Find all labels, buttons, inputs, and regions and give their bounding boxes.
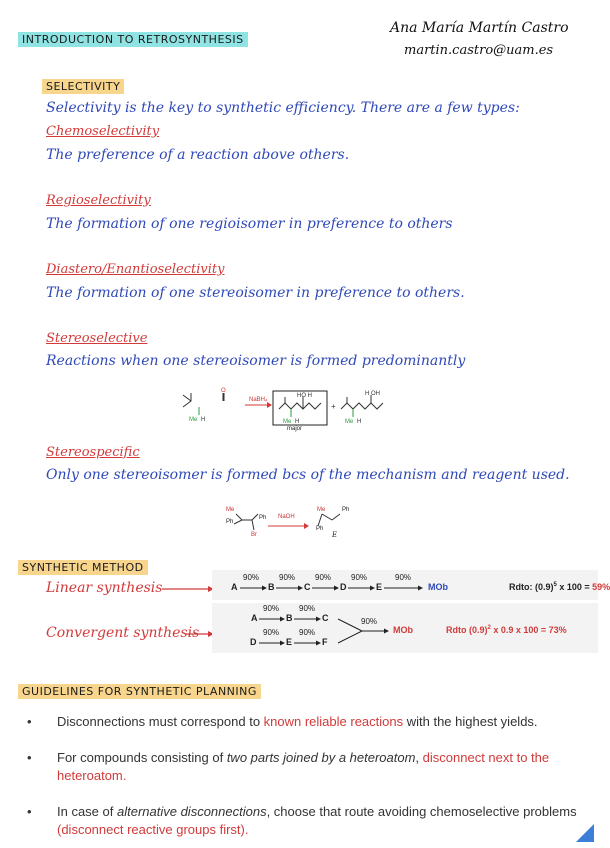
- guidelines-tag: GUIDELINES FOR SYNTHETIC PLANNING: [18, 684, 261, 699]
- conv-step-a: A: [251, 613, 258, 623]
- stereospecific-scheme: [222, 502, 362, 544]
- regioselectivity-heading: Regioselectivity: [46, 193, 151, 208]
- scheme2-ph-product: Ph: [342, 507, 350, 513]
- svg-text:Me: Me: [189, 417, 198, 423]
- major-label: major: [287, 426, 303, 432]
- linear-step-c: C: [304, 582, 311, 592]
- author-name: Ana María Martín Castro: [390, 20, 569, 36]
- scheme2-e: E: [332, 531, 338, 539]
- svg-text:H: H: [357, 419, 362, 425]
- synthetic-method-tag: SYNTHETIC METHOD: [18, 560, 148, 575]
- conv-step-f: F: [322, 637, 328, 647]
- linear-yield-1: 90%: [243, 573, 260, 582]
- scheme2-ph-left: Ph: [226, 519, 234, 525]
- conv-step-d: D: [250, 637, 257, 647]
- linear-label: Linear synthesis: [46, 580, 163, 596]
- stereoselective-heading: Stereoselective: [46, 331, 148, 346]
- naoh-reagent: NaOH: [278, 514, 295, 520]
- page-corner-icon: [576, 824, 594, 842]
- header-tag: INTRODUCTION TO RETROSYNTHESIS: [18, 32, 248, 47]
- conv-product-mob: MOb: [393, 625, 413, 635]
- stereospecific-heading: Stereospecific: [46, 445, 140, 460]
- stereospecific-text: Only one stereoisomer is formed bcs of the mechanism and reagent used.: [46, 467, 570, 483]
- svg-text:Me: Me: [345, 419, 354, 425]
- guideline-item-3: • In case of alternative disconnections, choose that route avoiding chemoselective problems (disconnect reactive groups first).: [27, 804, 577, 837]
- method-arrows: [160, 580, 220, 640]
- author-email: martin.castro@uam.es: [404, 43, 554, 58]
- conv-step-b: B: [286, 613, 293, 623]
- conv-step-c: C: [322, 613, 329, 623]
- convergent-label: Convergent synthesis: [46, 625, 200, 641]
- selectivity-tag: SELECTIVITY: [42, 79, 124, 94]
- nabh4-reagent: NaBH₄: [249, 397, 268, 403]
- guideline-item-1: • Disconnections must correspond to known reliable reactions with the highest yields.: [27, 714, 538, 729]
- regioselectivity-text: The formation of one regioisomer in preference to others: [46, 216, 453, 232]
- stereoselective-text: Reactions when one stereoisomer is formed predominantly: [46, 353, 466, 369]
- linear-scheme: [212, 570, 610, 600]
- scheme2-me: Me: [226, 507, 235, 513]
- linear-step-e: E: [376, 582, 383, 592]
- scheme2-me-product: Me: [317, 507, 326, 513]
- scheme2-br: Br: [251, 532, 257, 538]
- svg-text:H: H: [295, 419, 300, 425]
- conv-step-e: E: [286, 637, 293, 647]
- convergent-result: Rdto $(0.9)^2$ x 0.9 x 100 = 73%: [446, 625, 567, 635]
- linear-step-b: B: [268, 582, 275, 592]
- linear-step-mob: MOb: [428, 582, 448, 592]
- linear-yield-5: 90%: [395, 573, 412, 582]
- conv-yield-2: 90%: [299, 604, 316, 613]
- conv-yield-final: 90%: [361, 617, 378, 626]
- linear-result: Rdto: $(0.9)^5$ x 100 = 59%: [509, 582, 610, 592]
- chemoselectivity-heading: Chemoselectivity: [46, 124, 160, 139]
- conv-yield-1: 90%: [263, 604, 280, 613]
- svg-text:+: +: [331, 402, 336, 411]
- linear-step-a: A: [231, 582, 238, 592]
- scheme2-ph-product-2: Ph: [316, 526, 324, 532]
- svg-text:Me: Me: [283, 419, 292, 425]
- linear-yield-3: 90%: [315, 573, 332, 582]
- conv-yield-4: 90%: [299, 628, 316, 637]
- svg-text:O: O: [221, 388, 226, 394]
- svg-text:H: H: [201, 417, 206, 423]
- linear-step-d: D: [340, 582, 347, 592]
- scheme2-ph-right: Ph: [259, 515, 267, 521]
- linear-yield-2: 90%: [279, 573, 296, 582]
- conv-yield-3: 90%: [263, 628, 280, 637]
- convergent-scheme: [212, 603, 598, 653]
- guideline-item-2: • For compounds consisting of two parts joined by a heteroatom, disconnect next to the heteroatom.: [27, 750, 550, 783]
- svg-text:H OH: H OH: [365, 391, 380, 397]
- chemoselectivity-text: The preference of a reaction above others.: [46, 147, 350, 163]
- diastereoselectivity-text: The formation of one stereoisomer in preference to others.: [46, 285, 465, 301]
- linear-yield-4: 90%: [351, 573, 368, 582]
- svg-text:HO H: HO H: [297, 393, 312, 399]
- selectivity-intro: Selectivity is the key to synthetic efficiency. There are a few types:: [46, 100, 520, 116]
- diastereoselectivity-heading: Diastero/Enantioselectivity: [46, 262, 225, 277]
